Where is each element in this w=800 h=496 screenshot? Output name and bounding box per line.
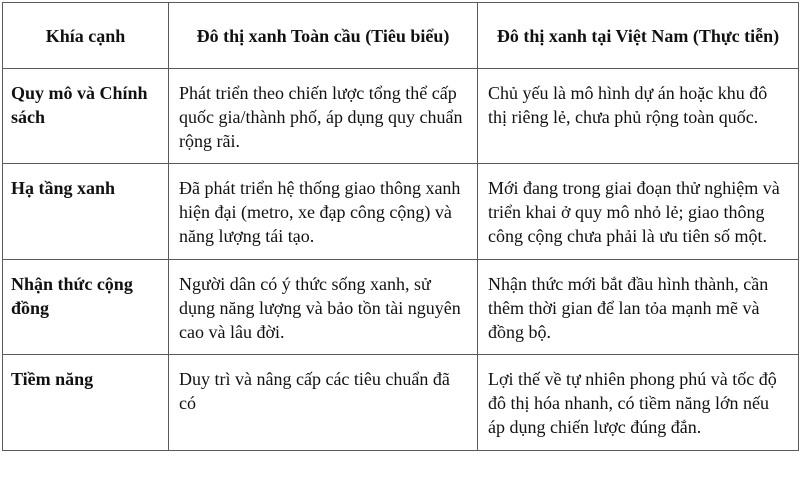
row-global-cell: Người dân có ý thức sống xanh, sử dụng năng lượng và bảo tồn tài nguyên cao và lâu đời. (169, 260, 478, 355)
row-aspect-cell: Tiềm năng (3, 355, 169, 451)
row-aspect-cell: Quy mô và Chính sách (3, 69, 169, 164)
row-vietnam-cell: Nhận thức mới bắt đầu hình thành, cần thêm thời gian để lan tỏa mạnh mẽ và đồng bộ. (478, 260, 799, 355)
row-vietnam-cell: Chủ yếu là mô hình dự án hoặc khu đô thị riêng lẻ, chưa phủ rộng toàn quốc. (478, 69, 799, 164)
row-aspect-cell: Hạ tầng xanh (3, 164, 169, 260)
table-row (3, 69, 799, 164)
table-row (3, 164, 799, 260)
row-global-cell: Đã phát triển hệ thống giao thông xanh hiện đại (metro, xe đạp công cộng) và năng lượng tái tạo. (169, 164, 478, 260)
row-aspect-cell: Nhận thức cộng đồng (3, 260, 169, 355)
comparison-table (2, 2, 799, 451)
comparison-table-container (2, 2, 799, 451)
table-row (3, 355, 799, 451)
table-row (3, 260, 799, 355)
header-aspect: Khía cạnh (3, 3, 169, 69)
row-vietnam-cell: Lợi thế về tự nhiên phong phú và tốc độ đô thị hóa nhanh, có tiềm năng lớn nếu áp dụng chiến lược đúng đắn. (478, 355, 799, 451)
row-vietnam-cell: Mới đang trong giai đoạn thử nghiệm và triển khai ở quy mô nhỏ lẻ; giao thông công cộng chưa phải là ưu tiên số một. (478, 164, 799, 260)
header-global: Đô thị xanh Toàn cầu (Tiêu biểu) (169, 3, 478, 69)
row-global-cell: Phát triển theo chiến lược tổng thể cấp quốc gia/thành phố, áp dụng quy chuẩn rộng rãi. (169, 69, 478, 164)
row-global-cell: Duy trì và nâng cấp các tiêu chuẩn đã có (169, 355, 478, 451)
header-vietnam: Đô thị xanh tại Việt Nam (Thực tiễn) (478, 3, 799, 69)
table-header-row (3, 3, 799, 69)
